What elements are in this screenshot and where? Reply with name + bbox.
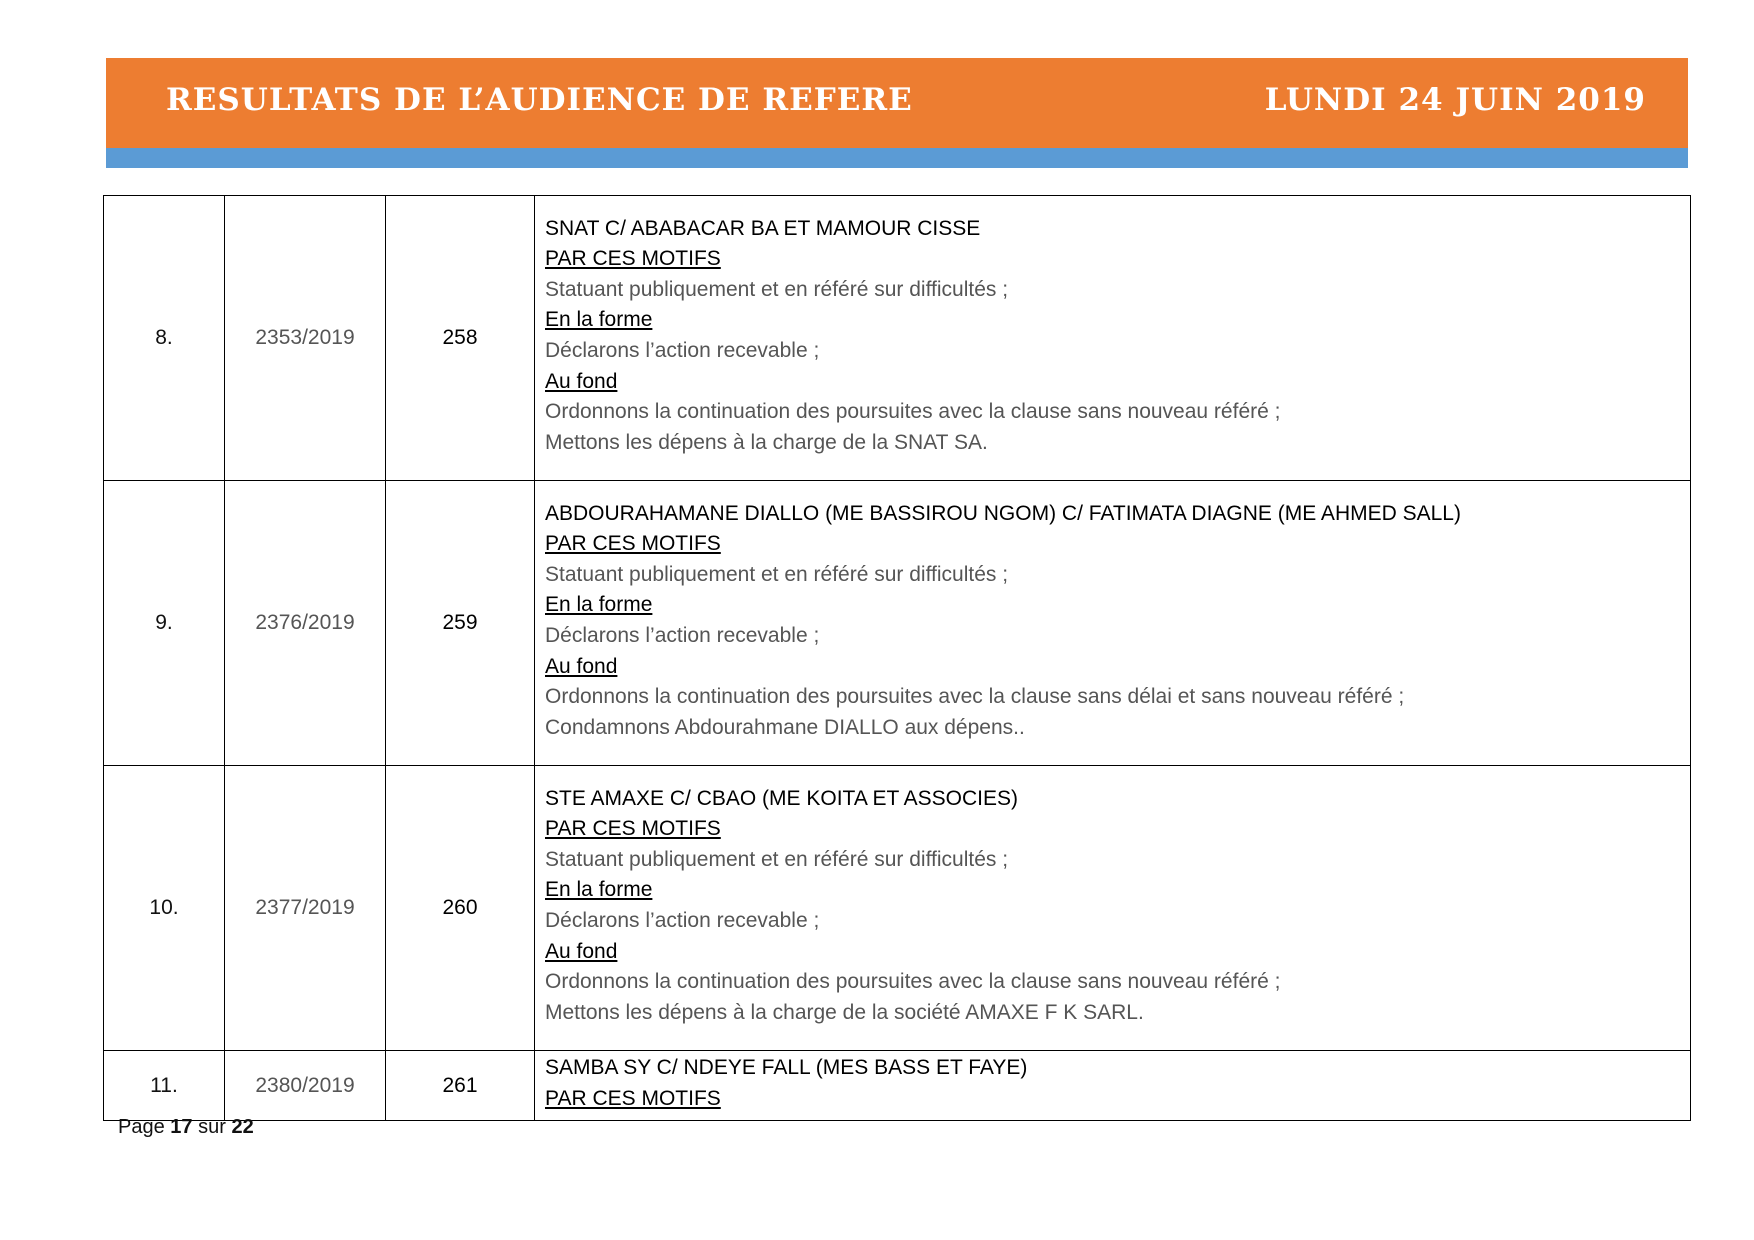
motifs-heading: PAR CES MOTIFS <box>545 1086 721 1110</box>
depens-text: Condamnons Abdourahmane DIALLO aux dépens.. <box>545 715 1025 739</box>
statuant-text: Statuant publiquement et en référé sur difficultés ; <box>545 562 1009 586</box>
fond-heading: Au fond <box>545 369 618 393</box>
forme-heading: En la forme <box>545 308 653 332</box>
current-page: 17 <box>170 1116 193 1138</box>
table-row <box>104 196 1691 481</box>
total-pages: 22 <box>231 1116 254 1138</box>
sur-word: sur <box>198 1116 226 1138</box>
table-row <box>104 481 1691 766</box>
case-number: 2376/2019 <box>225 481 386 766</box>
page-footer <box>118 1116 254 1139</box>
parties: ABDOURAHAMANE DIALLO (ME BASSIROU NGOM) C/ FATIMATA DIAGNE (ME AHMED SALL) <box>545 501 1461 525</box>
forme-text: Déclarons l’action recevable ; <box>545 909 820 932</box>
motifs-heading: PAR CES MOTIFS <box>545 247 721 271</box>
page-title: RESULTATS DE L’AUDIENCE DE REFERE <box>166 82 913 118</box>
case-number: 2380/2019 <box>225 1051 386 1121</box>
forme-heading: En la forme <box>545 878 653 902</box>
case-number: 2353/2019 <box>225 196 386 481</box>
ordonnance-number: 261 <box>386 1051 535 1121</box>
results-table <box>103 195 1691 1121</box>
row-number: 9. <box>104 481 225 766</box>
case-number: 2377/2019 <box>225 766 386 1051</box>
fond-text: Ordonnons la continuation des poursuites avec la clause sans nouveau référé ; <box>545 970 1281 994</box>
depens-text: Mettons les dépens à la charge de la société AMAXE F K SARL. <box>545 1000 1144 1024</box>
row-number: 10. <box>104 766 225 1051</box>
forme-text: Déclarons l’action recevable ; <box>545 624 820 647</box>
fond-text: Ordonnons la continuation des poursuites avec la clause sans délai et sans nouveau référé ; <box>545 685 1405 709</box>
ordonnance-number: 258 <box>386 196 535 481</box>
statuant-text: Statuant publiquement et en référé sur difficultés ; <box>545 847 1009 871</box>
parties: SNAT C/ ABABACAR BA ET MAMOUR CISSE <box>545 216 981 240</box>
fond-heading: Au fond <box>545 654 618 678</box>
statuant-text: Statuant publiquement et en référé sur difficultés ; <box>545 277 1009 301</box>
table-row <box>104 766 1691 1051</box>
ordonnance-number: 260 <box>386 766 535 1051</box>
ordonnance-number: 259 <box>386 481 535 766</box>
forme-heading: En la forme <box>545 593 653 617</box>
motifs-heading: PAR CES MOTIFS <box>545 817 721 841</box>
decision-detail <box>535 196 1691 481</box>
row-number: 8. <box>104 196 225 481</box>
decision-detail <box>535 481 1691 766</box>
fond-text: Ordonnons la continuation des poursuites avec la clause sans nouveau référé ; <box>545 400 1281 424</box>
header-stripe <box>106 148 1688 168</box>
decision-detail <box>535 1051 1691 1121</box>
hearing-date: LUNDI 24 JUIN 2019 <box>1264 82 1646 118</box>
depens-text: Mettons les dépens à la charge de la SNAT SA. <box>545 430 988 454</box>
decision-detail <box>535 766 1691 1051</box>
row-number: 11. <box>104 1051 225 1121</box>
table-row <box>104 1051 1691 1121</box>
header-banner <box>106 58 1688 148</box>
page-word: Page <box>118 1116 165 1138</box>
forme-text: Déclarons l’action recevable ; <box>545 339 820 362</box>
parties: SAMBA SY C/ NDEYE FALL (MES BASS ET FAYE) <box>545 1056 1028 1079</box>
fond-heading: Au fond <box>545 939 618 963</box>
motifs-heading: PAR CES MOTIFS <box>545 532 721 556</box>
parties: STE AMAXE C/ CBAO (ME KOITA ET ASSOCIES) <box>545 786 1019 810</box>
